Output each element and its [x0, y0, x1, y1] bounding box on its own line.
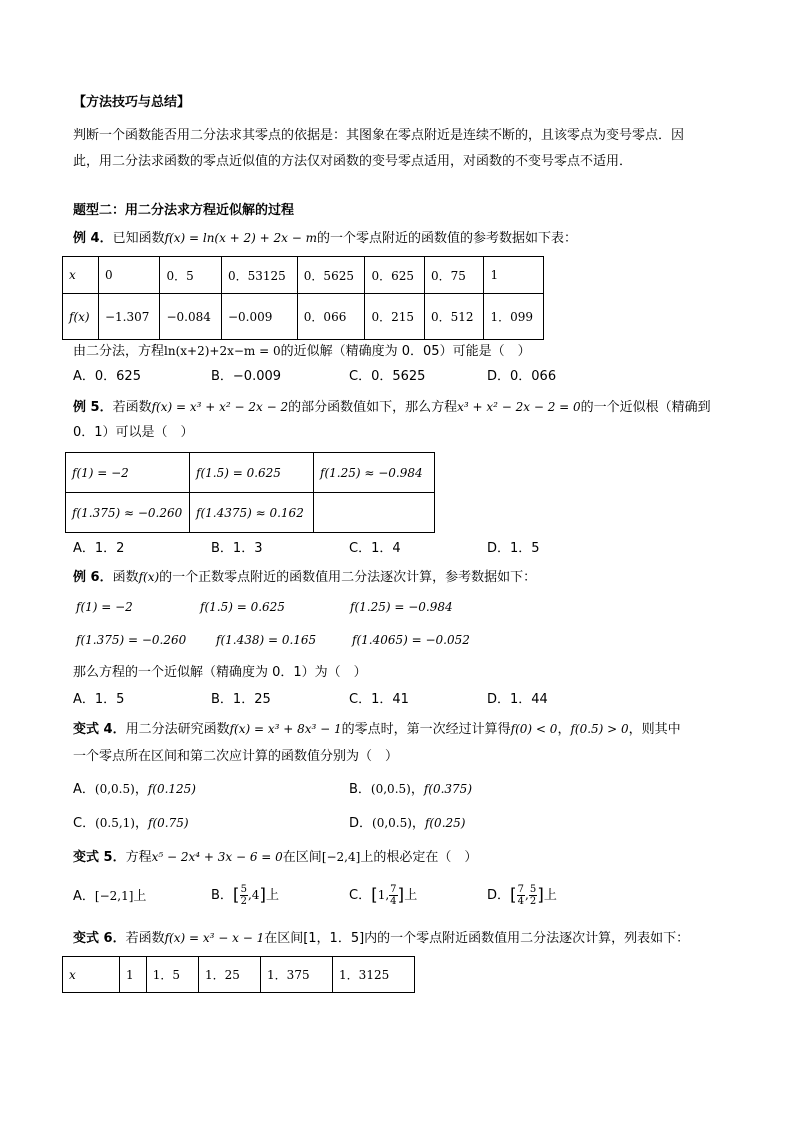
fraction [529, 884, 537, 907]
ex4-text-b: 的一个零点附近的函数值的参考数据如下表： [317, 231, 578, 246]
table-cell [314, 493, 435, 533]
ex6-data-4: f(1.375) = −0.260 [76, 633, 187, 647]
ex6-option-d[interactable]: D．1．44 [487, 692, 548, 707]
type2-heading: 题型二：用二分法求方程近似解的过程 [73, 203, 295, 218]
table-cell: 1 [120, 957, 147, 993]
option-suffix: 上 [266, 888, 280, 903]
var4-stem [73, 720, 681, 739]
ex6-data-2: f(1.5) = 0.625 [200, 600, 285, 614]
ex4-question [73, 342, 531, 361]
ex4-option-a[interactable]: A．0．625 [73, 369, 141, 384]
var4-option-a[interactable]: A．(0,0.5)，f(0.125) [73, 782, 196, 797]
var4-cond-2: f(0.5) > 0 [570, 722, 629, 736]
ex6-data-5: f(1.438) = 0.165 [216, 633, 317, 647]
ex5-eq: x³ + x² − 2x − 2 = 0 [457, 400, 581, 414]
ex4-q-b: 的近似解（精确度为 0．05）可能是（ ） [280, 344, 531, 359]
ex5-stem [73, 398, 711, 417]
table-cell: 0 [98, 257, 160, 294]
bracket-icon: [ [510, 885, 517, 906]
ex4-stem [73, 229, 577, 248]
table-cell: f(1.25) ≈ −0.984 [314, 453, 435, 493]
var4-option-d[interactable]: D．(0,0.5)，f(0.25) [349, 816, 466, 831]
denominator: 2 [529, 896, 537, 907]
numerator: 7 [390, 884, 397, 895]
numerator: 7 [517, 884, 525, 895]
var5-option-b[interactable] [211, 880, 279, 911]
ex4-q-eq: ln(x+2)+2x−m = 0 [164, 344, 281, 358]
ex4-text-a: 已知函数 [112, 231, 165, 246]
var4-sep: ， [557, 722, 571, 737]
var4-option-c[interactable]: C．(0.5,1)，f(0.75) [73, 816, 189, 831]
ex4-option-c[interactable]: C．0．5625 [349, 369, 426, 384]
bracket-icon: [ [232, 885, 240, 906]
ex6-question: 那么方程的一个近似解（精确度为 0．1）为（ ） [73, 665, 367, 680]
ex5-text-b: 的部分函数值如下，那么方程 [288, 400, 458, 415]
interval-pre: 1, [377, 888, 390, 902]
table-cell: −0.084 [160, 294, 222, 340]
option-value: f(0.125) [147, 782, 196, 796]
option-value: f(0.75) [148, 816, 189, 830]
option-value: f(0.25) [424, 816, 466, 830]
table-cell: 1．099 [484, 294, 544, 340]
var5-option-c[interactable] [349, 880, 417, 911]
ex5-func: f(x) = x³ + x² − 2x − 2 [151, 400, 289, 414]
var6-text-b: 在区间[1，1．5]内的一个零点附近函数值用二分法逐次计算，列表如下： [264, 931, 690, 946]
table-cell: 1 [484, 257, 544, 294]
table-cell: f(1.5) = 0.625 [190, 453, 314, 493]
bracket-icon: ] [397, 885, 405, 906]
var6-text-a: 若函数 [125, 931, 165, 946]
ex6-label: 例 6． [73, 570, 113, 585]
var5-eq: x⁵ − 2x⁴ + 3x − 6 = 0 [151, 850, 283, 864]
interval-rest: ,4 [247, 888, 260, 902]
table-row [63, 257, 544, 294]
var6-stem [73, 929, 689, 948]
option-letter: D． [487, 888, 511, 903]
option-letter: B． [211, 888, 233, 903]
var4-stem-line2: 一个零点所在区间和第二次应计算的函数值分别为（ ） [73, 749, 399, 764]
fraction [240, 884, 248, 907]
table-cell: f(1.4375) ≈ 0.162 [190, 493, 314, 533]
var5-interval: [−2,4] [321, 850, 361, 864]
var4-func: f(x) = x³ + 8x³ − 1 [229, 722, 342, 736]
ex5-table [65, 452, 435, 533]
var5-stem [73, 848, 477, 867]
table-cell: 0．215 [365, 294, 424, 340]
option-letter: D． [349, 816, 373, 831]
var4-text-c: ，则其中 [628, 722, 681, 737]
option-interval: (0,0.5) [372, 816, 412, 830]
ex4-q-a: 由二分法，方程 [73, 344, 165, 359]
ex5-text-c: 的一个近似根（精确到 [580, 400, 711, 415]
table-cell: 0．512 [424, 294, 483, 340]
ex6-option-c[interactable]: C．1．41 [349, 692, 409, 707]
ex6-option-a[interactable]: A．1．5 [73, 692, 125, 707]
var6-func: f(x) = x³ − x − 1 [164, 931, 265, 945]
var5-text-b: 在区间 [282, 850, 322, 865]
var4-cond-1: f(0) < 0 [510, 722, 558, 736]
ex6-func: f(x) [138, 570, 160, 584]
table-row [66, 493, 435, 533]
ex5-label: 例 5． [73, 400, 113, 415]
fraction [517, 884, 525, 907]
option-letter: C． [349, 888, 372, 903]
method-line-2: 此，用二分法求函数的零点近似值的方法仅对函数的变号零点适用，对函数的不变号零点不适用． [73, 154, 633, 169]
table-cell: x [63, 257, 99, 294]
denominator: 4 [390, 896, 397, 907]
table-cell: 1．3125 [333, 957, 415, 993]
numerator: 5 [529, 884, 537, 895]
table-cell: 0．5625 [297, 257, 365, 294]
table-cell: 0．625 [365, 257, 424, 294]
table-cell: 0．53125 [221, 257, 297, 294]
ex4-func: f(x) = ln(x + 2) + 2x − m [164, 231, 318, 245]
ex5-stem-line2: 0．1）可以是（ ） [73, 425, 194, 440]
method-heading: 【方法技巧与总结】 [73, 95, 191, 110]
ex5-option-b[interactable]: B．1．3 [211, 541, 263, 556]
ex4-label: 例 4． [73, 231, 113, 246]
bracket-icon: ] [537, 885, 544, 906]
ex5-option-a[interactable]: A．1．2 [73, 541, 125, 556]
option-letter: B． [349, 782, 371, 797]
var4-text-b: 的零点时，第一次经过计算得 [341, 722, 511, 737]
table-cell: −1.307 [98, 294, 160, 340]
table-cell: f(1.375) ≈ −0.260 [66, 493, 190, 533]
table-row [66, 453, 435, 493]
option-suffix: 上 [404, 888, 418, 903]
ex5-option-c[interactable]: C．1．4 [349, 541, 401, 556]
numerator: 5 [240, 884, 247, 895]
ex6-data-1: f(1) = −2 [76, 600, 133, 614]
table-cell: 1．375 [261, 957, 333, 993]
fraction [389, 884, 397, 907]
comma: , [525, 888, 529, 902]
table-cell: 1．5 [146, 957, 198, 993]
bracket-icon: ] [259, 885, 267, 906]
var4-text-a: 用二分法研究函数 [125, 722, 230, 737]
ex6-stem [73, 568, 536, 587]
bracket-icon: [ [371, 885, 378, 906]
var6-label: 变式 6． [73, 931, 126, 946]
option-value: f(0.375) [423, 782, 473, 796]
ex4-option-b[interactable]: B．−0.009 [211, 369, 282, 384]
var5-text-a: 方程 [125, 850, 152, 865]
table-cell: f(1) = −2 [66, 453, 190, 493]
ex4-option-d[interactable]: D．0．066 [487, 369, 557, 384]
denominator: 2 [240, 896, 247, 907]
table-row [63, 957, 415, 993]
option-letter: A． [73, 782, 95, 797]
table-cell: x [63, 957, 120, 993]
ex5-text-a: 若函数 [112, 400, 152, 415]
ex6-data-6: f(1.4065) = −0.052 [352, 633, 470, 647]
var5-option-a[interactable] [73, 887, 146, 906]
option-letter: C． [73, 816, 96, 831]
var4-option-b[interactable]: B．(0,0.5)，f(0.375) [349, 782, 473, 797]
var5-option-d[interactable] [487, 880, 557, 911]
method-line-1: 判断一个函数能否用二分法求其零点的依据是：其图象在零点附近是连续不断的，且该零点为变号零点．因 [73, 128, 685, 143]
option-letter: A． [73, 889, 95, 904]
var5-label: 变式 5． [73, 850, 126, 865]
option-interval: [−2,1] [94, 889, 134, 903]
table-cell: 0．75 [424, 257, 483, 294]
table-cell: 0．066 [297, 294, 365, 340]
table-cell: f(x) [63, 294, 99, 340]
option-interval: (0,0.5) [370, 782, 411, 796]
option-interval: (0.5,1) [95, 816, 135, 830]
option-suffix: 上 [543, 888, 557, 903]
ex6-text-a: 函数 [112, 570, 139, 585]
ex5-option-d[interactable]: D．1．5 [487, 541, 540, 556]
option-interval: (0,0.5) [94, 782, 135, 796]
table-cell: 0．5 [160, 257, 222, 294]
denominator: 4 [517, 896, 525, 907]
ex4-table [62, 256, 544, 340]
option-suffix: 上 [133, 889, 147, 904]
ex6-text-b: 的一个正数零点附近的函数值用二分法逐次计算，参考数据如下： [159, 570, 537, 585]
table-cell: 1．25 [198, 957, 260, 993]
var4-label: 变式 4． [73, 722, 126, 737]
var5-text-c: 上的根必定在（ ） [360, 850, 478, 865]
ex6-option-b[interactable]: B．1．25 [211, 692, 271, 707]
table-row [63, 294, 544, 340]
var6-table [62, 956, 415, 993]
table-cell: −0.009 [221, 294, 297, 340]
ex6-data-3: f(1.25) = −0.984 [350, 600, 453, 614]
